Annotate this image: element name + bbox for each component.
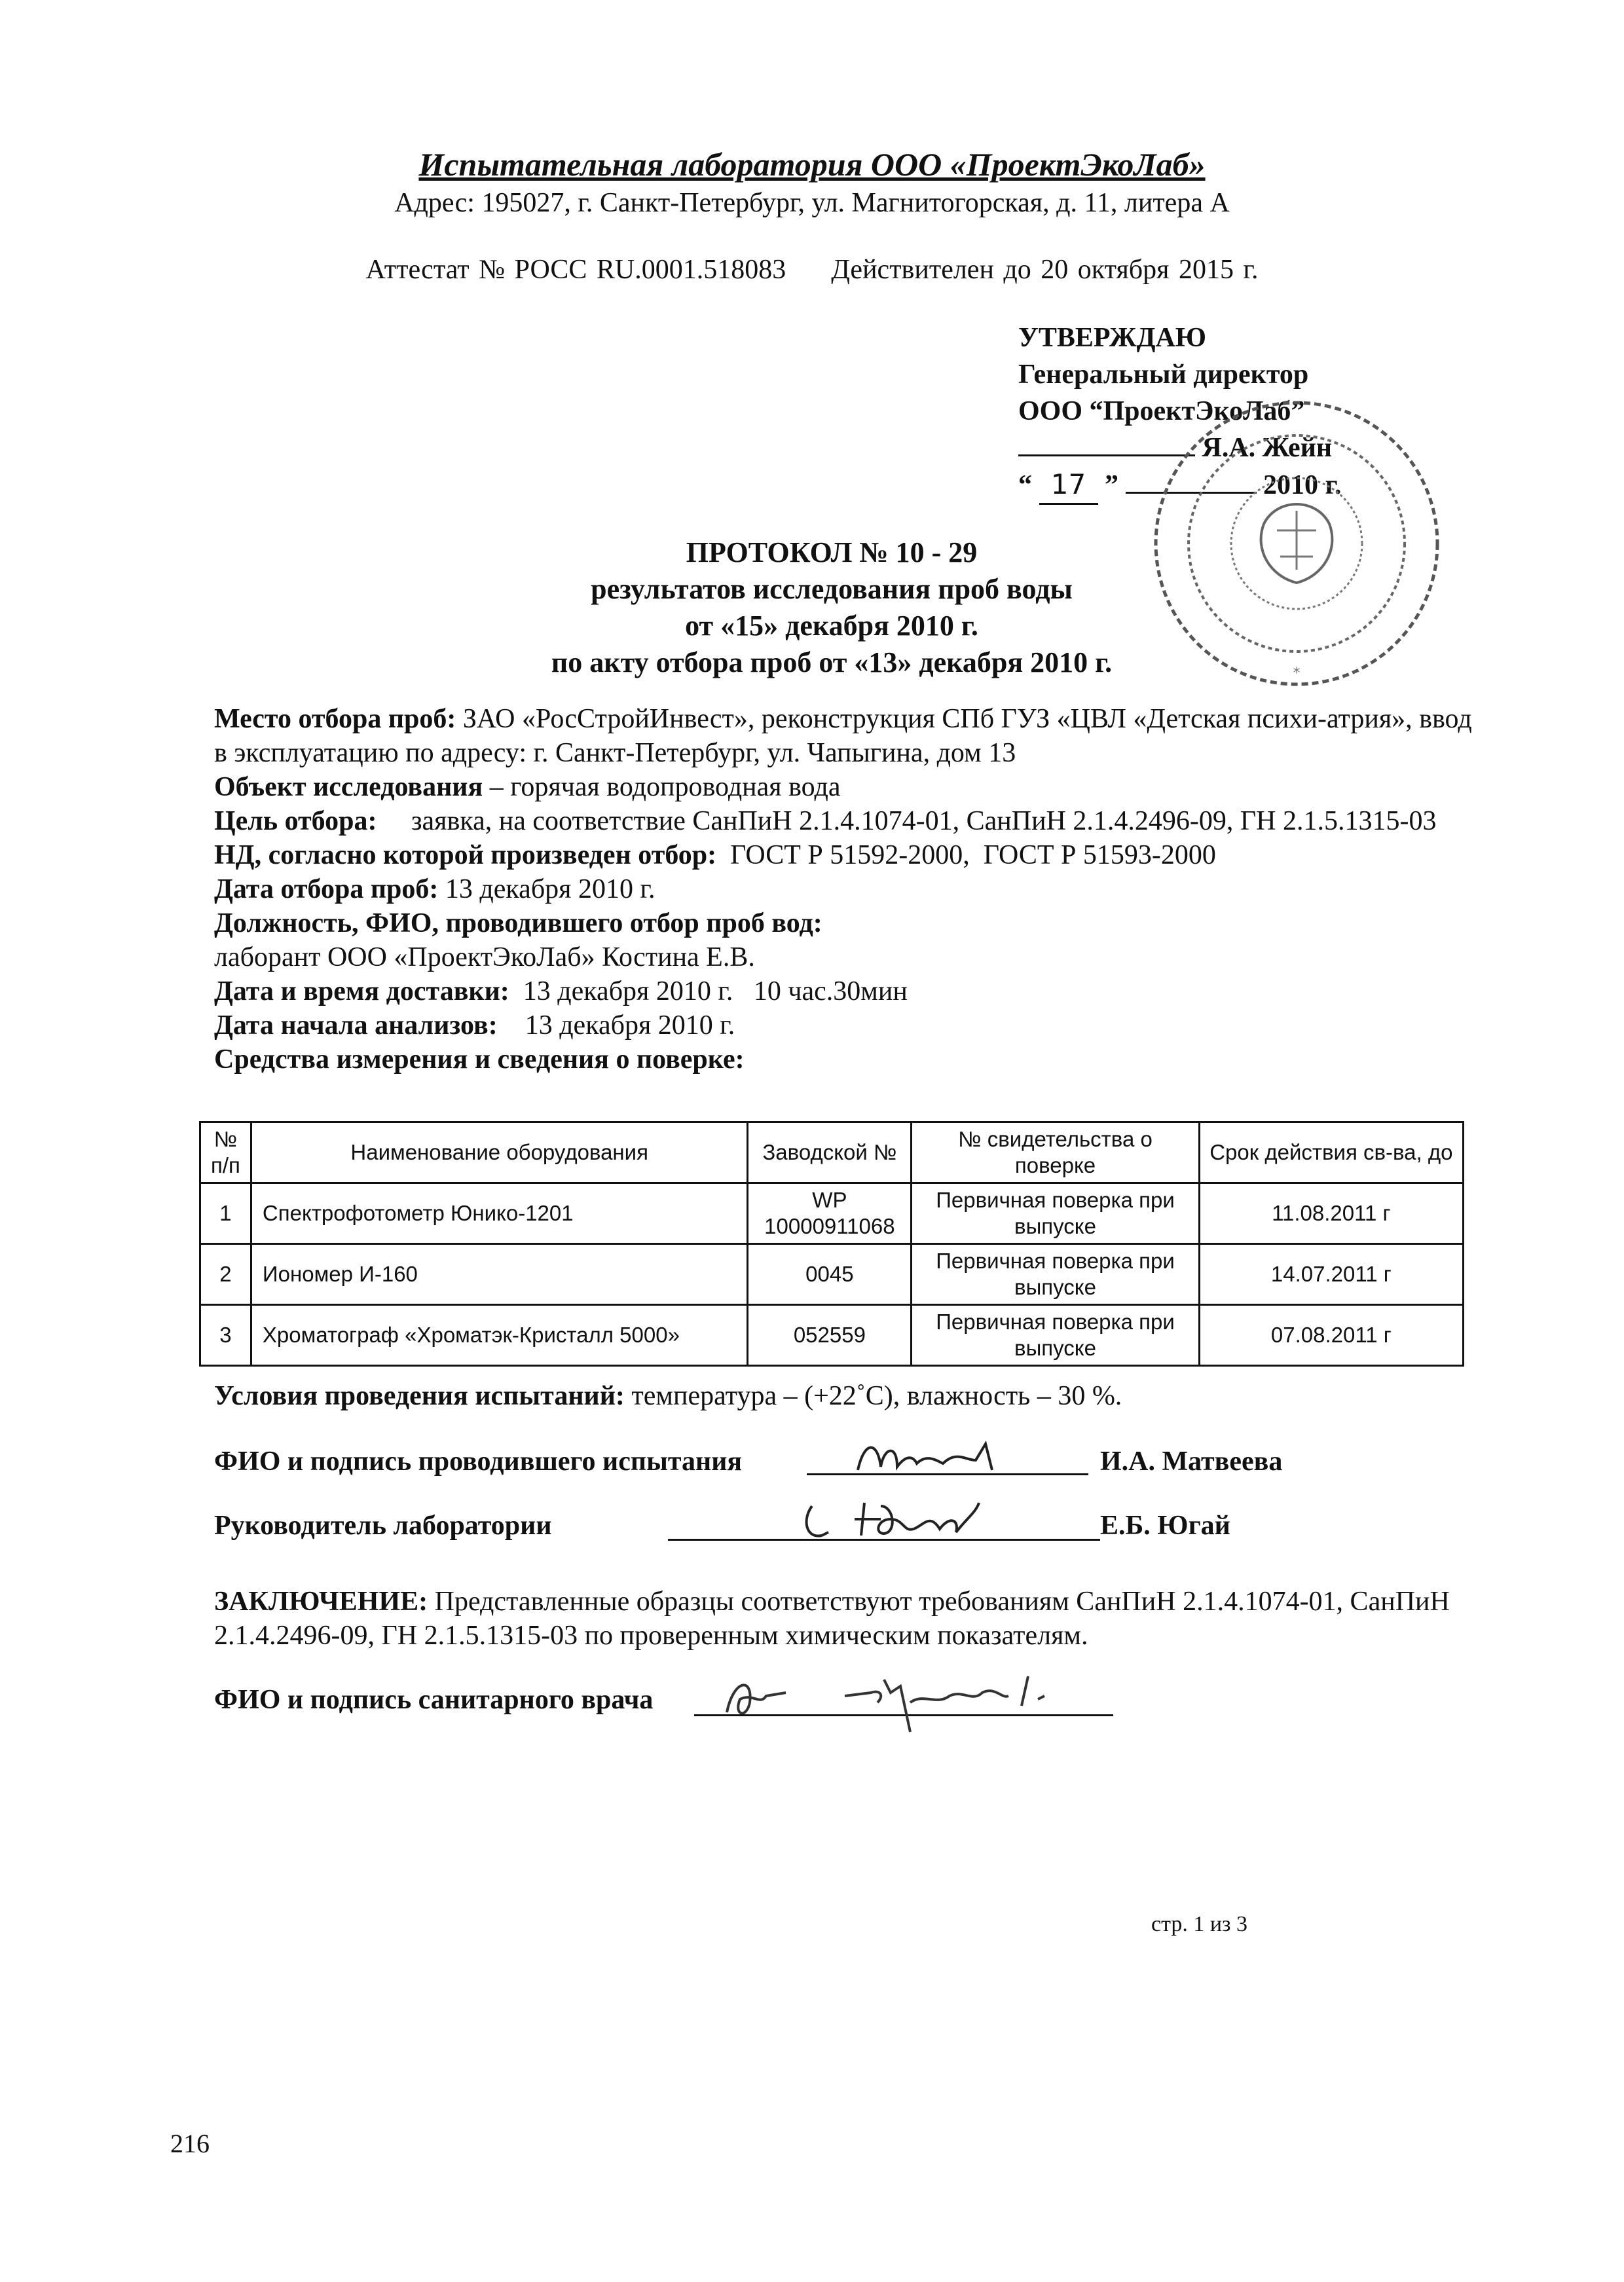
col-header-serial: Заводской № <box>748 1122 912 1183</box>
table-cell: Первичная поверка при выпуске <box>912 1305 1199 1366</box>
table-row <box>200 1305 1464 1366</box>
approve-date-day: 17 <box>1039 466 1098 505</box>
approve-org: ООО “ПроектЭкоЛаб” <box>1018 396 1305 426</box>
protocol-title-block <box>511 534 1153 681</box>
analysis-line: Дата начала анализов: 13 декабря 2010 г. <box>214 1010 735 1040</box>
table-cell: 11.08.2011 г <box>1199 1183 1463 1244</box>
col-header-valid: Срок действия св-ва, до <box>1199 1122 1463 1183</box>
head-label: Руководитель лаборатории <box>214 1511 552 1541</box>
table-cell: WP 10000911068 <box>748 1183 912 1244</box>
table-cell: 2 <box>200 1244 251 1305</box>
place-line: Место отбора проб: ЗАО «РосСтройИнвест», реконструкция СПб ГУЗ «ЦВЛ «Детская психи-атрия», ввод в эксплуатацию по адресу: г. Санкт-Петербург, ул. Чапыгина, дом 13 <box>214 704 1472 768</box>
protocol-number: ПРОТОКОЛ № 10 - 29 <box>686 536 978 568</box>
table-cell: 14.07.2011 г <box>1199 1244 1463 1305</box>
approve-position: Генеральный директор <box>1018 359 1309 390</box>
table-row <box>200 1244 1464 1305</box>
sheet-number: 216 <box>170 2129 210 2158</box>
object-line: Объект исследования – горячая водопроводная вода <box>214 772 841 802</box>
approve-name: Я.А. Жейн <box>1202 433 1333 463</box>
protocol-act: по акту отбора проб от «13» декабря 2010 г. <box>551 646 1113 678</box>
tester-signature-row <box>214 1446 742 1477</box>
instruments-label: Средства измерения и сведения о поверке: <box>214 1044 745 1075</box>
table-cell: Спектрофотометр Юнико-1201 <box>251 1183 748 1244</box>
person-value-line: лаборант ООО «ПроектЭкоЛаб» Костина Е.В. <box>214 942 755 972</box>
col-header-name: Наименование оборудования <box>251 1122 748 1183</box>
test-conditions: Условия проведения испытаний: температура – (+22˚С), влажность – 30 %. <box>214 1381 1122 1411</box>
conclusion: ЗАКЛЮЧЕНИЕ: Представленные образцы соответствуют требованиям СанПиН 2.1.4.1074-01, СанПиН 2.1.4.2496-09, ГН 2.1.5.1315-03 по проверенным химическим показателям. <box>214 1587 1450 1651</box>
approve-title: УТВЕРЖДАЮ <box>1018 323 1207 353</box>
tester-name: И.А. Матвеева <box>1100 1446 1283 1477</box>
approve-date-line: “ 17 ” 2010 г. <box>1018 466 1341 505</box>
col-header-num: № п/п <box>200 1122 251 1183</box>
doctor-label: ФИО и подпись санитарного врача <box>214 1685 654 1715</box>
lab-address: Адрес: 195027, г. Санкт-Петербург, ул. Магнитогорская, д. 11, литера А <box>394 188 1230 218</box>
attestat-line <box>0 254 1624 285</box>
sampling-date-line: Дата отбора проб: 13 декабря 2010 г. <box>214 874 655 904</box>
table-cell: Первичная поверка при выпуске <box>912 1244 1199 1305</box>
table-cell: Первичная поверка при выпуске <box>912 1183 1199 1244</box>
goal-line: Цель отбора: заявка, на соответствие СанПиН 2.1.4.1074-01, СанПиН 2.1.4.2496-09, ГН 2.1.5.1315-03 <box>214 806 1437 836</box>
table-cell: 052559 <box>748 1305 912 1366</box>
svg-text:*: * <box>1293 665 1301 682</box>
delivery-line: Дата и время доставки: 13 декабря 2010 г. 10 час.30мин <box>214 976 908 1006</box>
doctor-signature <box>714 1666 1133 1745</box>
page-counter: стр. 1 из 3 <box>1151 1912 1247 1936</box>
table-header-row <box>200 1122 1464 1183</box>
head-signature <box>799 1493 1015 1545</box>
protocol-date: от «15» декабря 2010 г. <box>685 610 978 642</box>
equipment-table <box>199 1121 1464 1367</box>
table-cell: 07.08.2011 г <box>1199 1305 1463 1366</box>
head-name: Е.Б. Югай <box>1100 1511 1230 1541</box>
protocol-subtitle: результатов исследования проб воды <box>591 573 1073 605</box>
table-cell: Хроматограф «Хроматэк-Кристалл 5000» <box>251 1305 748 1366</box>
tester-label: ФИО и подпись проводившего испытания <box>214 1446 743 1477</box>
table-cell: Иономер И-160 <box>251 1244 748 1305</box>
seal-stamp <box>1113 380 1454 720</box>
attestat-valid: Действителен до 20 октября 2015 г. <box>831 255 1259 285</box>
tester-signature <box>851 1434 1035 1480</box>
person-label-line: Должность, ФИО, проводившего отбор проб вод: <box>214 908 822 938</box>
info-block <box>214 702 1478 1077</box>
table-cell: 1 <box>200 1183 251 1244</box>
lab-title: Испытательная лаборатория ООО «ПроектЭкоЛаб» <box>418 146 1206 183</box>
nd-line: НД, согласно которой произведен отбор: ГОСТ Р 51592-2000, ГОСТ Р 51593-2000 <box>214 840 1216 870</box>
table-cell: 3 <box>200 1305 251 1366</box>
col-header-certificate: № свидетельства о поверке <box>912 1122 1199 1183</box>
attestat-number: Аттестат № РОСС RU.0001.518083 <box>365 255 786 285</box>
table-cell: 0045 <box>748 1244 912 1305</box>
table-row <box>200 1183 1464 1244</box>
approve-date-year: 2010 г. <box>1263 470 1342 500</box>
